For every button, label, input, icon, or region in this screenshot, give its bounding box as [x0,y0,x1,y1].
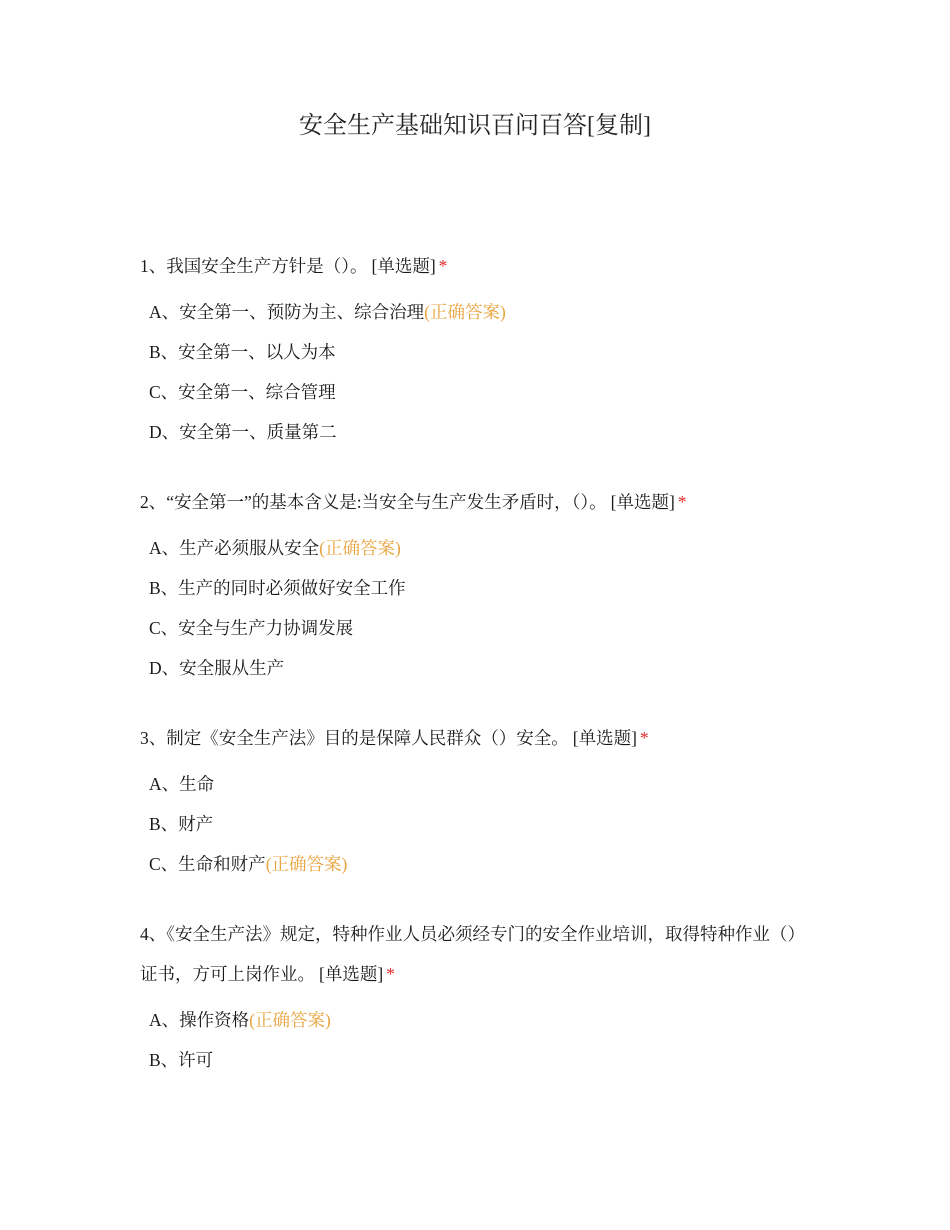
question-stem [140,246,810,286]
option-label: B、许可 [149,1050,214,1070]
option-b[interactable] [149,332,810,372]
required-mark: * [438,256,448,276]
option-label: D、安全服从生产 [149,658,285,678]
option-c[interactable] [149,844,810,884]
question-stem [140,914,810,994]
question-list [140,246,810,1110]
option-a[interactable] [149,1000,810,1040]
option-label: A、操作资格 [149,1010,250,1030]
question-type: [单选题] [610,492,675,512]
correct-answer-note: (正确答案) [249,1010,331,1030]
option-list [140,292,810,452]
option-label: C、安全第一、综合管理 [149,382,336,402]
question-type: [单选题] [572,728,637,748]
question-4 [140,914,810,1080]
question-stem [140,718,810,758]
required-mark: * [386,964,395,984]
option-d[interactable] [149,648,810,688]
option-c[interactable] [149,608,810,648]
question-text: 4、《安全生产法》规定，特种作业人员必须经专门的安全作业培训，取得特种作业（）证书，方可上岗作业。 [140,924,805,984]
question-type: [单选题] [319,964,384,984]
option-d[interactable] [149,412,810,452]
option-b[interactable] [149,1040,810,1080]
option-c[interactable] [149,372,810,412]
question-text: 1、我国安全生产方针是（）。 [140,256,368,276]
option-label: C、安全与生产力协调发展 [149,618,354,638]
option-a[interactable] [149,292,810,332]
option-label: C、生命和财产 [149,854,266,874]
option-a[interactable] [149,764,810,804]
required-mark: * [639,728,649,748]
option-label: A、生命 [149,774,215,794]
question-stem [140,482,810,522]
option-a[interactable] [149,528,810,568]
option-list [140,764,810,884]
option-b[interactable] [149,568,810,608]
question-text: 2、“安全第一”的基本含义是:当安全与生产发生矛盾时，（）。 [140,492,607,512]
page-title: 安全生产基础知识百问百答[复制] [299,113,651,139]
correct-answer-note: (正确答案) [424,302,506,322]
option-list [140,1000,810,1080]
question-type: [单选题] [371,256,436,276]
question-2 [140,482,810,688]
option-b[interactable] [149,804,810,844]
option-list [140,528,810,688]
required-mark: * [677,492,687,512]
correct-answer-note: (正确答案) [265,854,348,874]
option-label: B、安全第一、以人为本 [149,342,336,362]
option-label: A、安全第一、预防为主、综合治理 [149,302,425,322]
option-label: B、财产 [149,814,214,834]
question-1 [140,246,810,452]
option-label: D、安全第一、质量第二 [149,422,337,442]
question-3 [140,718,810,884]
option-label: B、生产的同时必须做好安全工作 [149,578,406,598]
correct-answer-note: (正确答案) [319,538,401,558]
option-label: A、生产必须服从安全 [149,538,320,558]
question-text: 3、制定《安全生产法》目的是保障人民群众（）安全。 [140,728,569,748]
